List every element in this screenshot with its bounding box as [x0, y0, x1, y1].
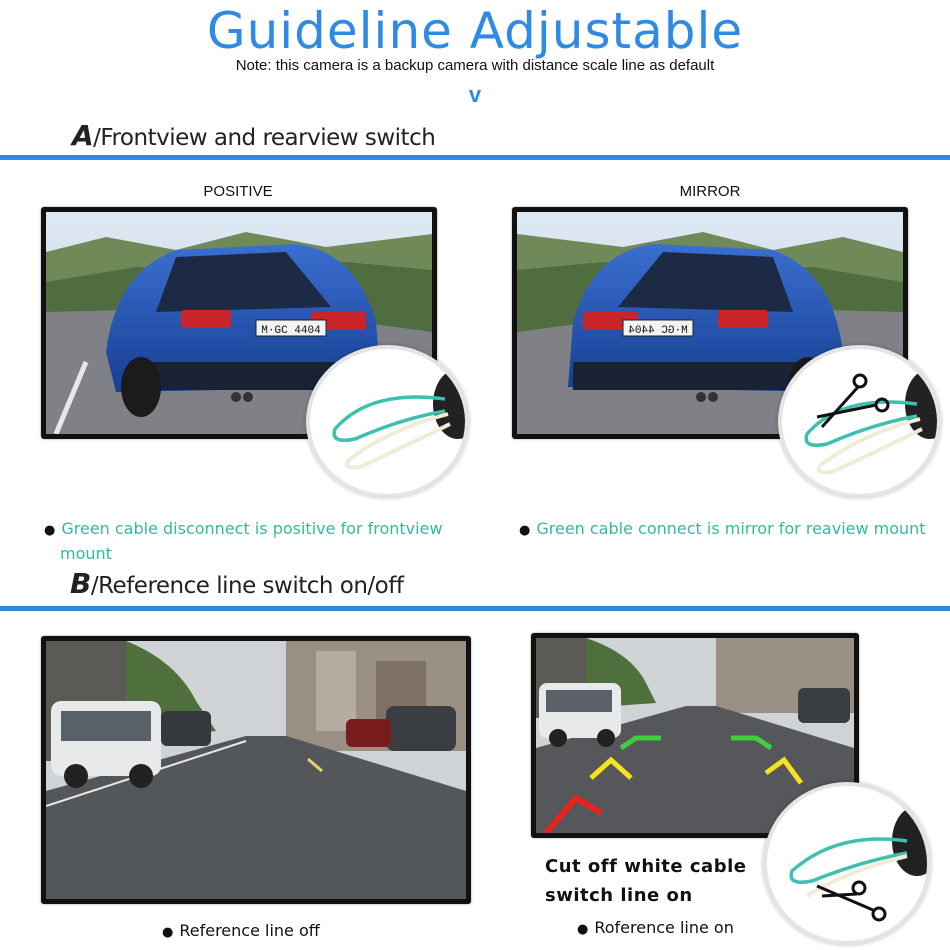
cable-zoom-reference: [763, 782, 931, 945]
cut-instruction: [545, 852, 746, 910]
caption-on: [577, 918, 734, 937]
bullet-dot-icon: ●: [519, 523, 531, 538]
bullet-positive: [44, 517, 444, 565]
cut-line2: switch line on: [545, 885, 693, 906]
cable-zoom-mirror: [778, 345, 941, 498]
caption-off-text: Reference line off: [179, 921, 320, 940]
caption-on-text: Roference line on: [594, 918, 734, 937]
positive-label: POSITIVE: [203, 183, 273, 200]
chevron-down-icon: v: [468, 82, 482, 107]
bullet-dot-icon: ●: [44, 523, 56, 538]
scissors-icon: [817, 882, 885, 920]
section-b-title: /Reference line switch on/off: [90, 573, 404, 599]
bullet-dot-icon: ●: [162, 925, 174, 940]
section-a-title: /Frontview and rearview switch: [93, 125, 436, 151]
header-note: Note: this camera is a backup camera with distance scale line as default: [235, 57, 715, 74]
section-b-letter: B: [70, 567, 91, 600]
reference-off-image: [46, 641, 466, 899]
caption-off: [162, 921, 320, 940]
bullet-mirror-text: Green cable connect is mirror for reaview mount: [536, 519, 926, 538]
bullet-mirror: [519, 517, 939, 542]
section-b-divider: [0, 606, 950, 611]
section-b-heading: [70, 567, 403, 600]
plate-positive: M·GC 4404: [261, 325, 321, 337]
mirror-label: MIRROR: [679, 183, 741, 200]
page-title: Guideline Adjustable: [206, 2, 744, 60]
reference-off-frame: [41, 636, 471, 904]
section-a-letter: A: [72, 119, 94, 152]
scissors-icon: [817, 375, 888, 427]
section-a-heading: [72, 119, 435, 152]
section-a-divider: [0, 155, 950, 160]
bullet-dot-icon: ●: [577, 922, 589, 937]
bullet-positive-line1: Green cable disconnect is positive for frontview: [61, 519, 443, 538]
cable-zoom-positive: [306, 345, 469, 498]
plate-mirror: M·GC 4404: [628, 325, 688, 337]
cut-line1: Cut off white cable: [545, 856, 747, 877]
bullet-positive-line2: mount: [60, 544, 112, 563]
